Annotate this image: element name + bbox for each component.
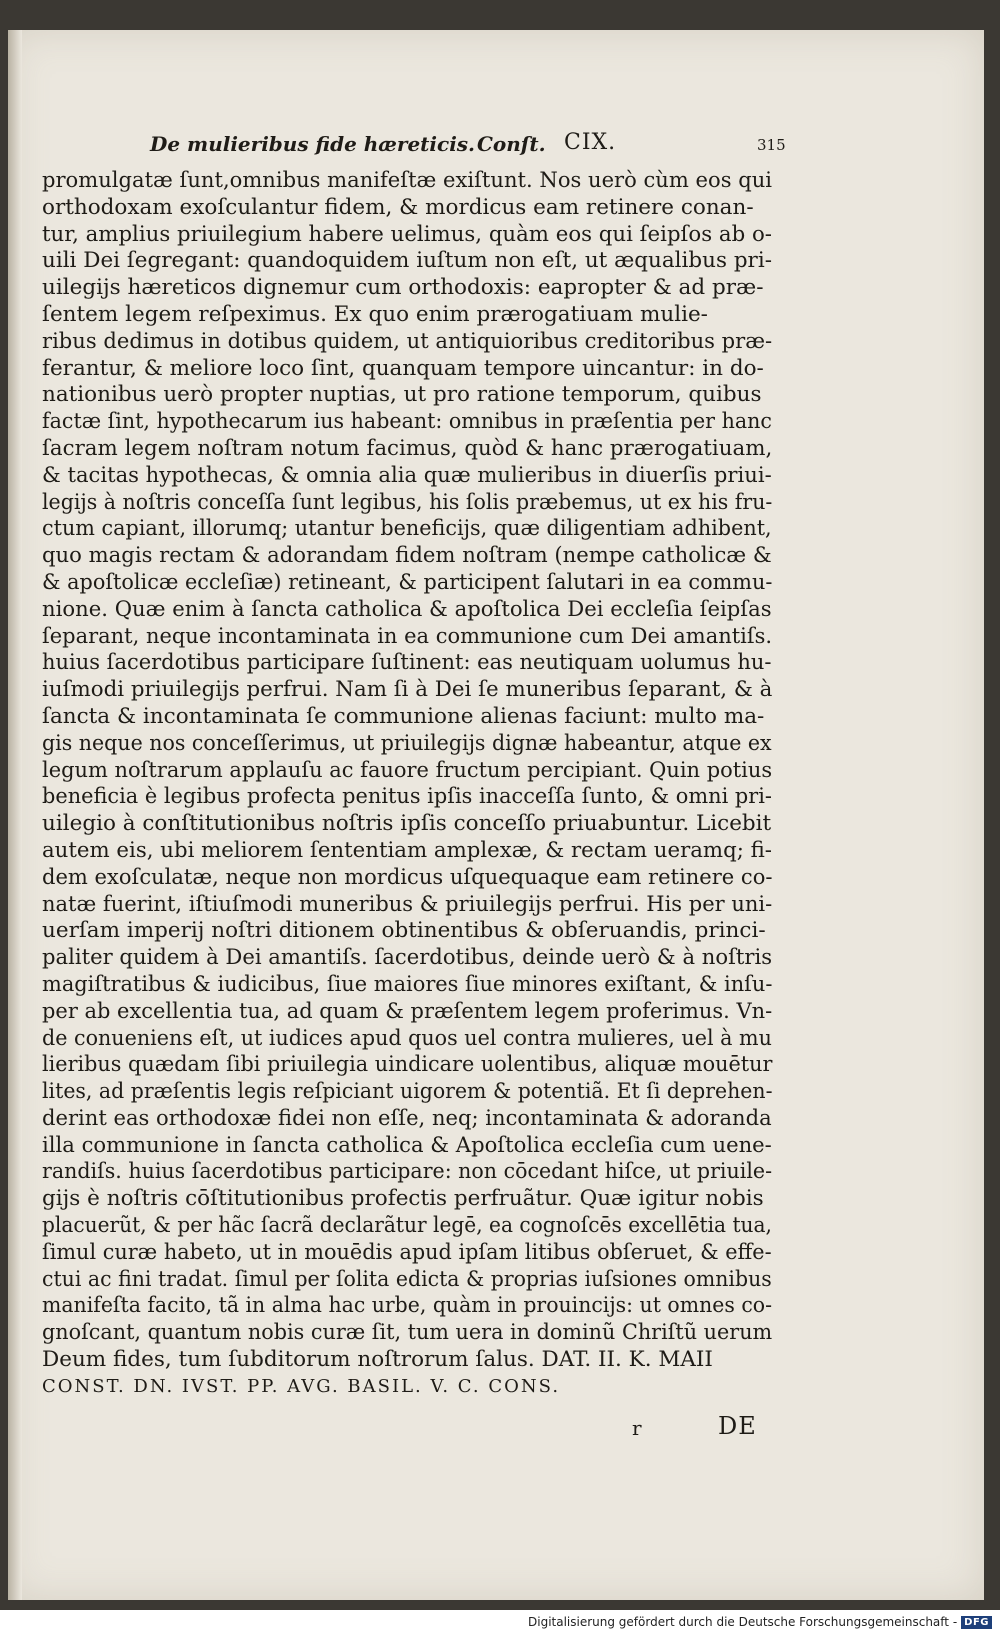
text-line: huius ſacerdotibus participare ſuſtinent: eas neutiquam uolumus hu- <box>42 650 772 676</box>
page-number: 315 <box>757 136 786 154</box>
text-line: gis neque nos conceſſerimus, ut priuilegijs dignæ habeantur, atque ex <box>42 730 772 756</box>
text-line: uili Dei ſegregant: quandoquidem iuſtum non eſt, ut æqualibus pri- <box>42 248 772 274</box>
text-line: uilegio à conſtitutionibus noſtris ipſis conceſſo priuabuntur. Licebit <box>42 811 772 837</box>
text-line: nione. Quæ enim à ſancta catholica & apoſtolica Dei eccleſia ſeipſas <box>42 596 772 622</box>
text-line: nationibus uerò propter nuptias, ut pro ratione temporum, quibus <box>42 382 762 408</box>
text-line: placuerũt, & per hãc ſacrã declarãtur legē, ea cognoſcēs excellētia tua, <box>42 1213 772 1239</box>
text-line: legijs à noſtris conceſſa ſunt legibus, his ſolis præbemus, ut ex his fru- <box>42 489 773 515</box>
running-head-title: De mulieribus fide hæreticis. <box>150 132 476 156</box>
page-gutter-shadow <box>8 30 22 1600</box>
text-line: dem exoſculatæ, neque non mordicus uſquequaque eam retinere co- <box>42 864 773 890</box>
text-line: iuſmodi priuilegijs perfrui. Nam ſi à Dei ſe muneribus ſeparant, & à <box>42 677 773 703</box>
text-line: per ab excellentia tua, ad quam & præſentem legem proferimus. Vn- <box>42 998 773 1024</box>
text-line: manifeſta facito, tã in alma hac urbe, quàm in prouincijs: ut omnes co- <box>42 1293 772 1319</box>
text-line: uerſam imperij noſtri ditionem obtinentibus & obſeruandis, princi- <box>42 918 766 944</box>
text-line: derint eas orthodoxæ fidei non eſſe, neq; incontaminata & adoranda <box>42 1105 772 1131</box>
text-line: ribus dedimus in dotibus quidem, ut antiquioribus creditoribus præ- <box>42 328 773 354</box>
funding-note: Digitalisierung gefördert durch die Deutsche Forschungsgemeinschaft - <box>528 1615 958 1629</box>
text-line: ſeparant, neque incontaminata in ea communione cum Dei amantiſs. <box>42 623 773 649</box>
text-line: gnoſcant, quantum nobis curæ ſit, tum uera in dominũ Chriſtũ uerum <box>42 1320 773 1346</box>
text-line: lieribus quædam ſibi priuilegia uindicare uolentibus, aliquæ mouētur <box>42 1052 773 1078</box>
text-line: Deum fides, tum ſubditorum noſtrorum ſalus. DAT. II. K. MAII <box>42 1347 713 1373</box>
running-head-const-label: Conſt. <box>477 132 546 156</box>
text-line: de conueniens eſt, ut iudices apud quos uel contra mulieres, uel à mu <box>42 1025 772 1051</box>
text-line: CONST. DN. IVST. PP. AVG. BASIL. V. C. CONS. <box>42 1375 561 1397</box>
text-line: ctum capiant, illorumq; utantur beneficijs, quæ diligentiam adhibent, <box>42 516 772 542</box>
text-line: autem eis, ubi meliorem ſententiam amplexæ, & rectam ueramq; fi- <box>42 837 772 863</box>
text-line: legum noſtrarum applauſu ac fauore fructum percipiant. Quin potius <box>42 757 773 783</box>
dfg-logo: DFG <box>961 1616 992 1629</box>
text-line: randiſs. huius ſacerdotibus participare: non cōcedant hiſce, ut priuile- <box>42 1159 773 1185</box>
catchword: DE <box>718 1412 757 1440</box>
text-line: natæ fuerint, iſtiuſmodi muneribus & priuilegijs perfrui. His per uni- <box>42 891 773 917</box>
text-line: ctui ac fini tradat. ſimul per ſolita edicta & proprias iuſsiones omnibus <box>42 1266 772 1292</box>
text-line: illa communione in ſancta catholica & Apoſtolica eccleſia cum uene- <box>42 1132 772 1158</box>
text-line: magiſtratibus & iudicibus, ſiue maiores ſiue minores exiſtant, & inſu- <box>42 971 773 997</box>
funding-footer <box>528 1612 992 1632</box>
text-line: lites, ad præſentis legis reſpiciant uigorem & potentiã. Et ſi deprehen- <box>42 1079 773 1105</box>
text-line: beneficia è legibus profecta penitus ipſis inacceſſa ſunto, & omni pri- <box>42 784 772 810</box>
text-line: ſacram legem noſtram notum facimus, quòd & hanc prærogatiuam, <box>42 435 773 461</box>
body-text <box>42 168 772 1401</box>
text-line: factæ ſint, hypothecarum ius habeant: omnibus in præſentia per hanc <box>42 409 772 435</box>
text-line: ſentem legem reſpeximus. Ex quo enim prærogatiuam mulie- <box>42 301 708 327</box>
text-line: & tacitas hypothecas, & omnia alia quæ mulieribus in diuerſis priui- <box>42 462 772 488</box>
text-line: & apoſtolicæ eccleſiæ) retineant, & participent ſalutari in ea commu- <box>42 569 773 595</box>
text-line: orthodoxam exoſculantur fidem, & mordicus eam retinere conan- <box>42 194 754 220</box>
text-line: paliter quidem à Dei amantiſs. ſacerdotibus, deinde uerò & à noſtris <box>42 945 773 971</box>
running-head <box>150 132 790 162</box>
text-line: promulgatæ ſunt,omnibus manifeſtæ exiſtunt. Nos uerò cùm eos qui <box>42 168 773 193</box>
text-line: ſimul curæ habeto, ut in mouēdis apud ipſam litibus obſeruet, & effe- <box>42 1239 772 1265</box>
text-line: tur, amplius priuilegium habere uelimus, quàm eos qui ſeipſos ab o- <box>42 221 772 247</box>
text-line: uilegijs hæreticos dignemur cum orthodoxis: eapropter & ad præ- <box>42 275 764 301</box>
constitution-number: CIX. <box>564 130 617 155</box>
text-line: ferantur, & meliore loco ſint, quanquam tempore uincantur: in do- <box>42 355 764 381</box>
page-footer <box>42 1412 772 1444</box>
text-line: quo magis rectam & adorandam fidem noſtram (nempe catholicæ & <box>42 543 772 569</box>
text-line: ſancta & incontaminata ſe communione alienas faciunt: multo ma- <box>42 703 765 729</box>
text-line: gijs è noſtris cōſtitutionibus profectis perfruãtur. Quæ igitur nobis <box>42 1186 764 1212</box>
signature-mark: r <box>632 1416 642 1440</box>
